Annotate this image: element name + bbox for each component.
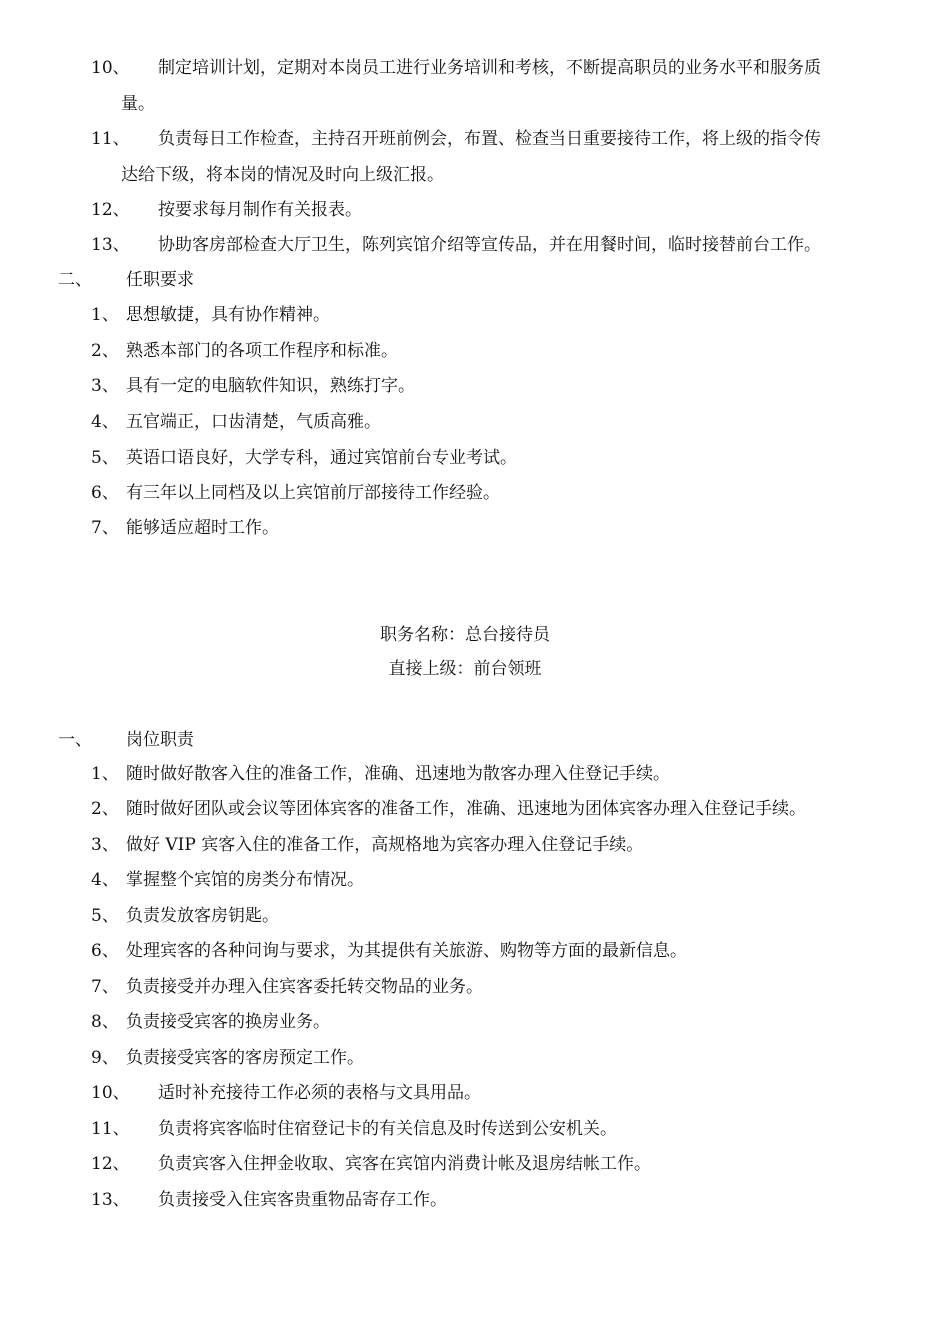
item-text: 负责将宾客临时住宿登记卡的有关信息及时传送到公安机关。 [158, 1119, 617, 1139]
item-text: 达给下级，将本岗的情况及时向上级汇报。 [121, 165, 444, 185]
item-text: 能够适应超时工作。 [126, 518, 279, 538]
section-title: 任职要求 [126, 270, 194, 290]
item-number: 6、 [91, 483, 119, 503]
item-text: 负责接受并办理入住宾客委托转交物品的业务。 [126, 977, 483, 997]
item-text: 具有一定的电脑软件知识，熟练打字。 [126, 376, 415, 396]
item-text: 按要求每月制作有关报表。 [158, 200, 362, 220]
item-number: 6、 [91, 941, 119, 961]
item-text: 随时做好团队或会议等团体宾客的准备工作，准确、迅速地为团体宾客办理入住登记手续。 [126, 799, 806, 819]
item-text: 制定培训计划，定期对本岗员工进行业务培训和考核，不断提高职员的业务水平和服务质 [158, 58, 821, 78]
item-text: 掌握整个宾馆的房类分布情况。 [126, 870, 364, 890]
item-number: 3、 [91, 835, 119, 855]
item-text: 协助客房部检查大厅卫生，陈列宾馆介绍等宣传品，并在用餐时间，临时接替前台工作。 [158, 235, 821, 255]
item-number: 4、 [91, 412, 119, 432]
item-number: 8、 [91, 1012, 119, 1032]
section-number: 二、 [58, 270, 92, 290]
item-number: 13、 [91, 235, 130, 255]
item-number: 2、 [91, 341, 119, 361]
item-text: 有三年以上同档及以上宾馆前厅部接待工作经验。 [126, 483, 500, 503]
item-number: 3、 [91, 376, 119, 396]
item-text: 熟悉本部门的各项工作程序和标准。 [126, 341, 398, 361]
item-text: 负责宾客入住押金收取、宾客在宾馆内消费计帐及退房结帐工作。 [158, 1154, 651, 1174]
item-text: 量。 [121, 94, 155, 114]
item-number: 5、 [91, 448, 119, 468]
item-number: 9、 [91, 1048, 119, 1068]
section-number: 一、 [58, 730, 92, 750]
item-text: 随时做好散客入住的准备工作，准确、迅速地为散客办理入住登记手续。 [126, 764, 670, 784]
item-number: 7、 [91, 518, 119, 538]
item-number: 2、 [91, 799, 119, 819]
item-number: 10、 [91, 1083, 130, 1103]
item-text: 做好 VIP 宾客入住的准备工作，高规格地为宾客办理入住登记手续。 [126, 835, 644, 855]
item-number: 7、 [91, 977, 119, 997]
direct-superior: 直接上级：前台领班 [388, 659, 542, 679]
item-number: 11、 [91, 129, 130, 149]
item-number: 12、 [91, 1154, 130, 1174]
item-number: 11、 [91, 1119, 130, 1139]
item-number: 10、 [91, 58, 130, 78]
item-text: 负责发放客房钥匙。 [126, 906, 279, 926]
item-text: 思想敏捷，具有协作精神。 [126, 305, 330, 325]
item-number: 1、 [91, 764, 119, 784]
item-text: 负责接受宾客的换房业务。 [126, 1012, 330, 1032]
item-number: 12、 [91, 200, 130, 220]
item-text: 负责接受宾客的客房预定工作。 [126, 1048, 364, 1068]
item-number: 13、 [91, 1190, 130, 1210]
item-text: 负责每日工作检查，主持召开班前例会，布置、检查当日重要接待工作，将上级的指令传 [158, 129, 821, 149]
item-text: 适时补充接待工作必须的表格与文具用品。 [158, 1083, 481, 1103]
item-number: 4、 [91, 870, 119, 890]
position-title: 职务名称：总台接待员 [380, 625, 550, 645]
item-text: 负责接受入住宾客贵重物品寄存工作。 [158, 1190, 447, 1210]
item-number: 1、 [91, 305, 119, 325]
item-number: 5、 [91, 906, 119, 926]
item-text: 处理宾客的各种问询与要求，为其提供有关旅游、购物等方面的最新信息。 [126, 941, 687, 961]
item-text: 五官端正，口齿清楚，气质高雅。 [126, 412, 381, 432]
section-title: 岗位职责 [126, 730, 194, 750]
item-text: 英语口语良好，大学专科，通过宾馆前台专业考试。 [126, 448, 517, 468]
